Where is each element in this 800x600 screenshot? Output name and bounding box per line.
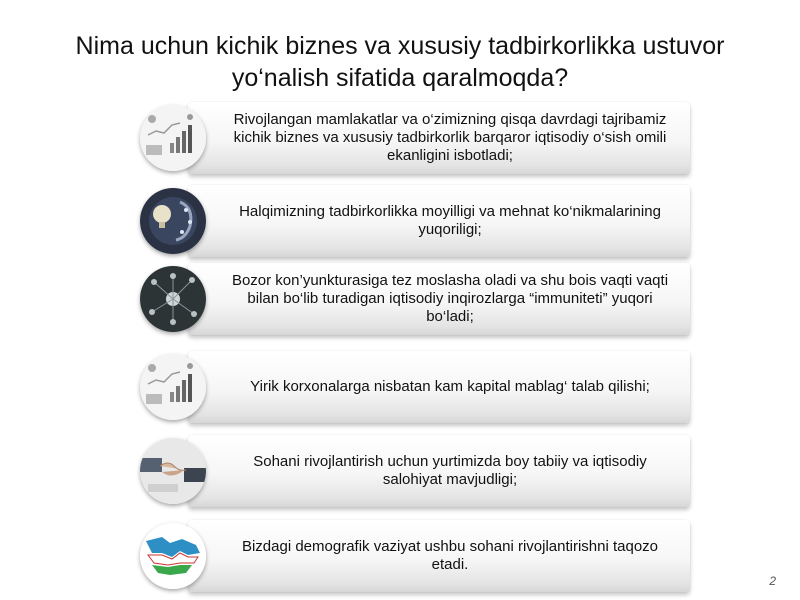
page-number: 2 <box>769 574 776 588</box>
item-text: Bizdagi demografik vaziyat ushbu sohani rivojlantirishni taqozo etadi. <box>241 538 659 573</box>
handshake-icon <box>140 438 206 504</box>
business-chart-icon <box>140 354 206 420</box>
list-item <box>140 102 690 174</box>
item-bar <box>188 185 690 257</box>
network-icon <box>140 266 206 332</box>
list-item <box>140 351 690 423</box>
business-chart-icon <box>140 105 206 171</box>
item-bar <box>188 351 690 423</box>
list-item <box>140 435 690 507</box>
item-bar <box>188 263 690 335</box>
item-bar <box>188 435 690 507</box>
lightbulb-head-icon <box>140 188 206 254</box>
item-text: Halqimizning tadbirkorlikka moyilligi va mehnat ko‘nikmalarining yuqoriligi; <box>239 203 661 238</box>
item-text: Bozor kon’yunkturasiga tez moslasha oladi va shu bois vaqti vaqti bilan bo‘lib turadigan iqtisodiy inqirozlarga “immuniteti” yuqori bo‘ladi; <box>231 272 669 325</box>
list-item <box>140 520 690 592</box>
item-text: Sohani rivojlantirish uchun yurtimizda boy tabiiy va iqtisodiy salohiyat mavjudligi; <box>253 453 647 488</box>
slide-title: Nima uchun kichik biznes va xususiy tadbirkorlikka ustuvor yo‘nalish sifatida qaralmoqda? <box>75 32 725 92</box>
list-item <box>140 185 690 257</box>
item-bar <box>188 102 690 174</box>
list-item <box>140 263 690 335</box>
item-bar <box>188 520 690 592</box>
item-text: Rivojlangan mamlakatlar va o‘zimizning qisqa davrdagi tajribamiz kichik biznes va xususiy tadbirkorlik barqaror iqtisodiy o‘sish omili ekanligini isbotladi; <box>233 111 667 164</box>
uzbekistan-map-icon <box>140 523 206 589</box>
item-text: Yirik korxonalarga nisbatan kam kapital mablag‘ talab qilishi; <box>250 378 650 395</box>
